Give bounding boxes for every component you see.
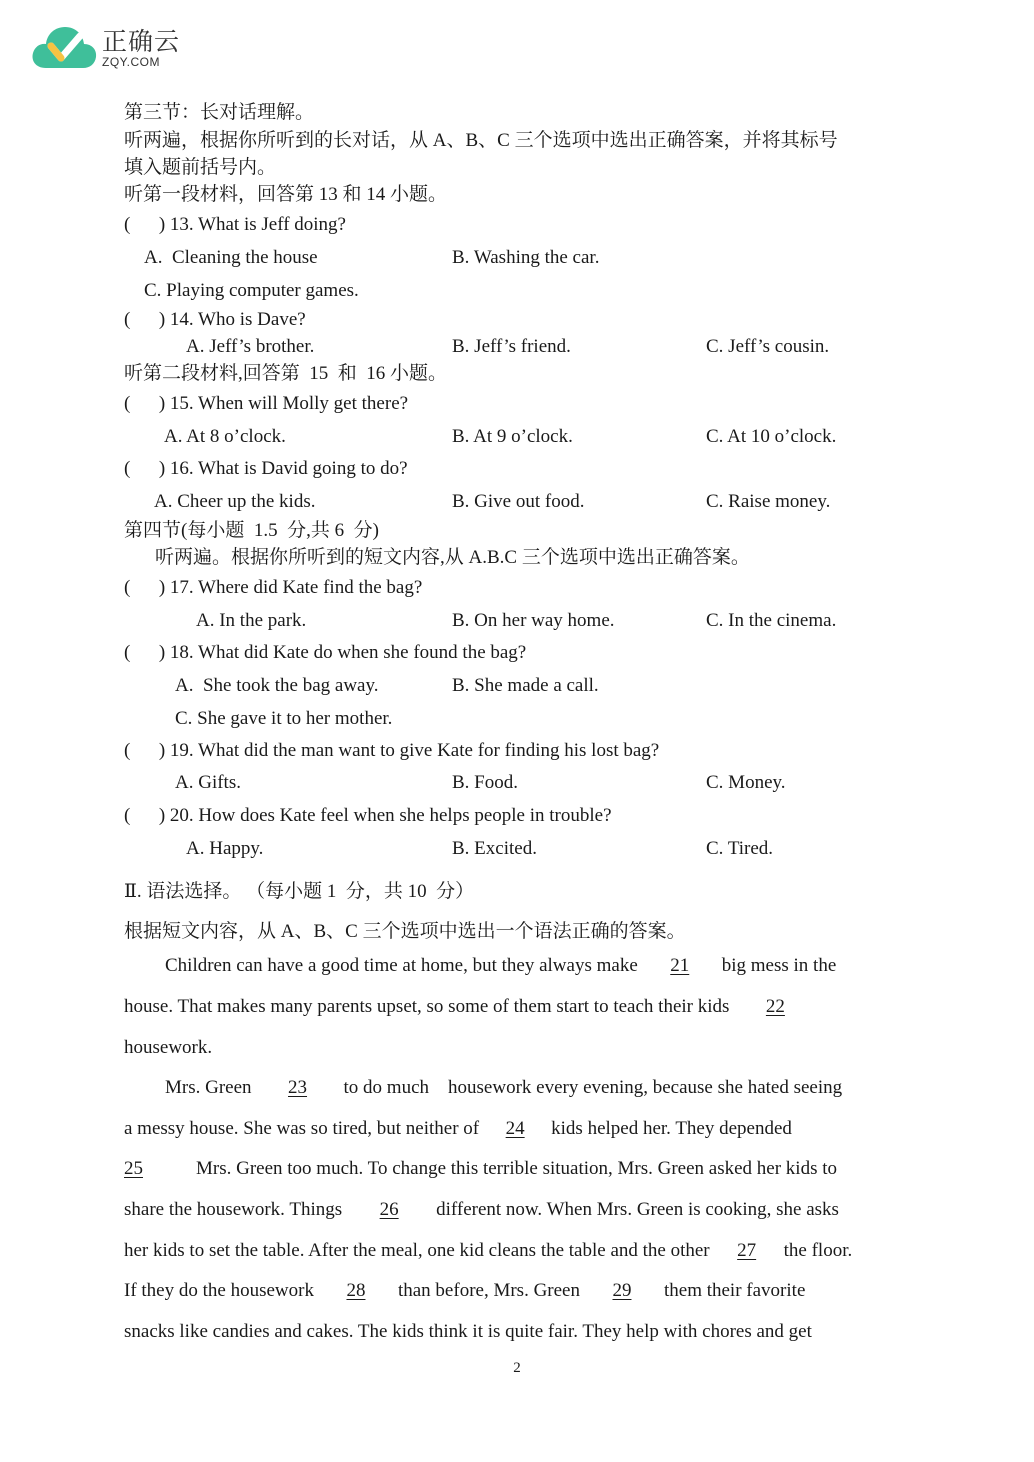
question-13-option-c: C. Playing computer games. xyxy=(144,280,359,301)
passage-line: Mrs. Green 23 to do much housework every evening, because she hated seeing xyxy=(165,1077,843,1098)
blank-23[interactable]: 23 xyxy=(288,1077,308,1098)
question-18-stem: ( ) 18. What did Kate do when she found the bag? xyxy=(124,642,527,663)
blank-24[interactable]: 24 xyxy=(505,1118,525,1139)
section3-title: 第三节：长对话理解。 xyxy=(124,102,315,123)
question-13-stem: ( ) 13. What is Jeff doing? xyxy=(124,214,346,235)
logo-name-cn: 正确云 xyxy=(102,26,181,56)
question-20-stem: ( ) 20. How does Kate feel when she helps people in trouble? xyxy=(124,805,612,826)
grammar-title: Ⅱ. 语法选择。 （每小题 1 分，共 10 分） xyxy=(124,881,475,902)
grammar-instruction: 根据短文内容，从 A、B、C 三个选项中选出一个语法正确的答案。 xyxy=(124,921,686,942)
page-number: 2 xyxy=(513,1360,521,1376)
question-17-option-b: B. On her way home. xyxy=(452,610,615,631)
blank-26[interactable]: 26 xyxy=(379,1199,399,1220)
question-17-stem: ( ) 17. Where did Kate find the bag? xyxy=(124,577,423,598)
question-13-option-a: A. Cleaning the house xyxy=(144,247,318,268)
blank-25[interactable]: 25 xyxy=(124,1158,143,1179)
question-20-option-a: A. Happy. xyxy=(186,838,264,859)
question-19-option-b: B. Food. xyxy=(452,772,518,793)
passage-line: If they do the housework 28 than before, Mrs. Green 29 them their favorite xyxy=(124,1280,806,1301)
question-16-option-c: C. Raise money. xyxy=(706,491,831,512)
section4-instruction: 听两遍。根据你所听到的短文内容,从 A.B.C 三个选项中选出正确答案。 xyxy=(155,547,750,568)
question-15-stem: ( ) 15. When will Molly get there? xyxy=(124,393,409,414)
passage-line: snacks like candies and cakes. The kids think it is quite fair. They help with chores and get xyxy=(124,1321,812,1342)
section3-instruction-1: 听两遍，根据你所听到的长对话，从 A、B、C 三个选项中选出正确答案，并将其标号 xyxy=(124,130,838,151)
zqy-logo xyxy=(30,24,180,72)
question-14-stem: ( ) 14. Who is Dave? xyxy=(124,309,306,330)
question-16-stem: ( ) 16. What is David going to do? xyxy=(124,458,408,479)
passage-line: a messy house. She was so tired, but neither of 24 kids helped her. They depended xyxy=(124,1118,792,1139)
question-15-option-a: A. At 8 o’clock. xyxy=(164,426,286,447)
question-15-option-b: B. At 9 o’clock. xyxy=(452,426,573,447)
question-20-option-c: C. Tired. xyxy=(706,838,774,859)
question-16-option-b: B. Give out food. xyxy=(452,491,585,512)
passage-line: Children can have a good time at home, but they always make 21 big mess in the xyxy=(165,955,837,976)
question-17-option-a: A. In the park. xyxy=(196,610,307,631)
question-20-option-b: B. Excited. xyxy=(452,838,537,859)
passage-line: her kids to set the table. After the meal, one kid cleans the table and the other 27 the floor. xyxy=(124,1240,853,1261)
passage-line: share the housework. Things 26 different now. When Mrs. Green is cooking, she asks xyxy=(124,1199,839,1220)
blank-28[interactable]: 28 xyxy=(346,1280,366,1301)
logo-name-en: ZQY.COM xyxy=(102,54,160,69)
section3-instruction-2: 填入题前括号内。 xyxy=(124,157,277,178)
question-15-option-c: C. At 10 o’clock. xyxy=(706,426,837,447)
question-16-option-a: A. Cheer up the kids. xyxy=(154,491,316,512)
question-14-option-b: B. Jeff’s friend. xyxy=(452,336,571,357)
blank-29[interactable]: 29 xyxy=(612,1280,632,1301)
question-18-option-c: C. She gave it to her mother. xyxy=(175,708,393,729)
passage-line: housework. xyxy=(124,1037,213,1058)
blank-22[interactable]: 22 xyxy=(765,996,785,1017)
question-19-option-a: A. Gifts. xyxy=(175,772,241,793)
question-19-option-c: C. Money. xyxy=(706,772,786,793)
question-14-option-a: A. Jeff’s brother. xyxy=(186,336,315,357)
passage-line: 25 Mrs. Green too much. To change this terrible situation, Mrs. Green asked her kids to xyxy=(124,1158,838,1179)
question-18-option-a: A. She took the bag away. xyxy=(175,675,379,696)
passage-line: house. That makes many parents upset, so some of them start to teach their kids 22 xyxy=(124,997,821,1016)
question-19-stem: ( ) 19. What did the man want to give Kate for finding his lost bag? xyxy=(124,740,660,761)
blank-27[interactable]: 27 xyxy=(737,1240,757,1261)
question-17-option-c: C. In the cinema. xyxy=(706,610,837,631)
question-14-option-c: C. Jeff’s cousin. xyxy=(706,336,830,357)
material-1-instruction: 听第一段材料，回答第 13 和 14 小题。 xyxy=(124,184,448,205)
question-18-option-b: B. She made a call. xyxy=(452,675,599,696)
material-2-instruction: 听第二段材料,回答第 15 和 16 小题。 xyxy=(124,363,448,384)
section4-title: 第四节(每小题 1.5 分,共 6 分) xyxy=(124,520,379,541)
cloud-check-icon xyxy=(30,24,98,72)
question-13-option-b: B. Washing the car. xyxy=(452,247,600,268)
blank-21[interactable]: 21 xyxy=(670,955,690,976)
